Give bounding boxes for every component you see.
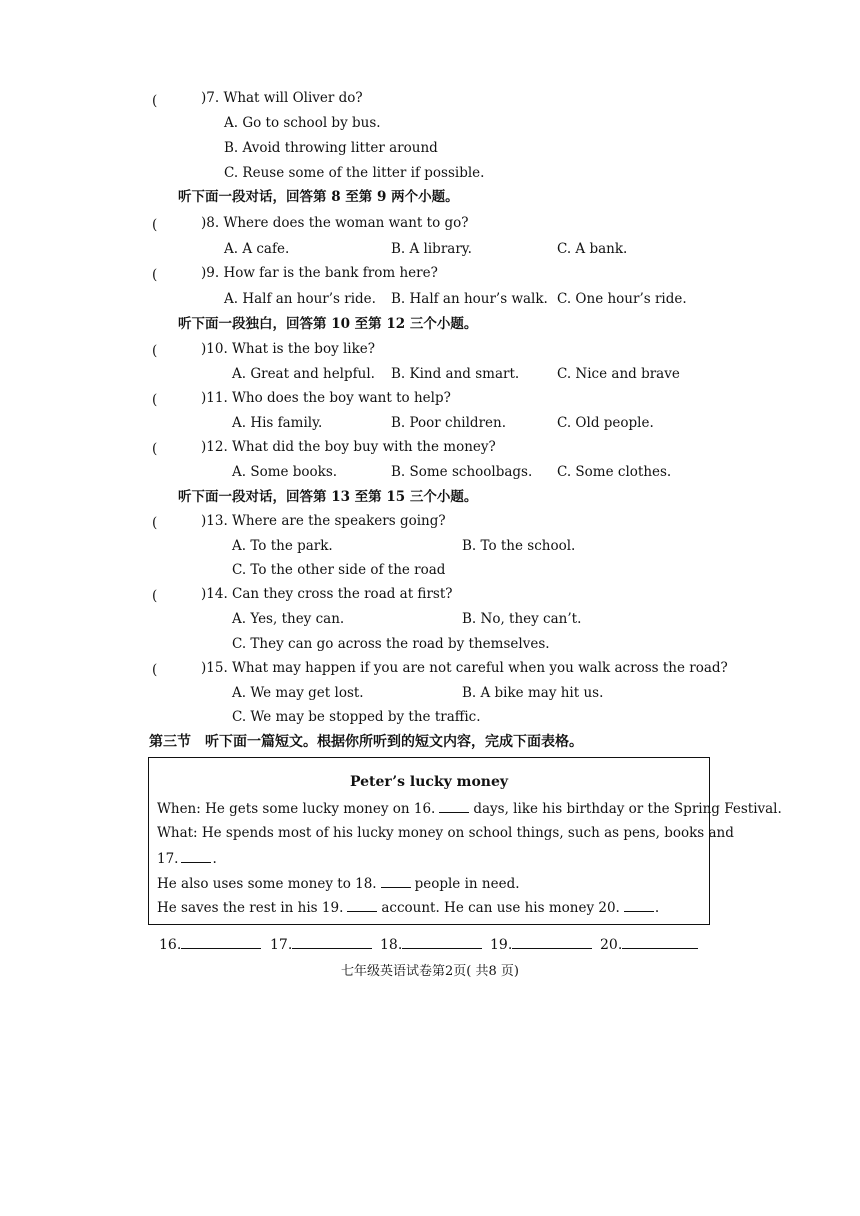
table-line-19-20: [157, 898, 659, 917]
table-line-17: [157, 849, 217, 868]
question-14-option-c: C. They can go across the road by themselves.: [232, 636, 550, 652]
answer-20-label: 20.: [600, 937, 623, 953]
question-7-option-a: A. Go to school by bus.: [224, 115, 381, 131]
table-line-20-period: .: [654, 900, 660, 916]
question-15-option-b: B. A bike may hit us.: [462, 685, 604, 701]
question-11-option-b: B. Poor children.: [391, 415, 507, 431]
answer-paren-9: (: [152, 267, 158, 283]
question-13-prompt: )13. Where are the speakers going?: [201, 513, 446, 529]
table-line-when-text-a: When: He gets some lucky money on 16.: [157, 801, 436, 817]
table-title: Peter’s lucky money: [349, 774, 509, 790]
table-line-when-text-b: days, like his birthday or the Spring Festival.: [473, 801, 782, 817]
question-11-option-c: C. Old people.: [557, 415, 654, 431]
answer-16-line[interactable]: [181, 935, 261, 949]
question-9-option-b: B. Half an hour’s walk.: [391, 291, 548, 307]
answer-18: [380, 935, 482, 953]
answer-20-line[interactable]: [622, 935, 698, 949]
answer-16: [159, 935, 261, 953]
table-line-19-text-a: He saves the rest in his 19.: [157, 900, 344, 916]
question-14-prompt: )14. Can they cross the road at first?: [201, 586, 453, 602]
answer-paren-13: (: [152, 515, 158, 531]
blank-16[interactable]: [439, 799, 469, 813]
question-15-option-c: C. We may be stopped by the traffic.: [232, 709, 481, 725]
answer-17: [270, 935, 372, 953]
question-15-prompt: )15. What may happen if you are not careful when you walk across the road?: [201, 660, 728, 676]
question-10-option-a: A. Great and helpful.: [232, 366, 375, 382]
question-7-option-b: B. Avoid throwing litter around: [224, 140, 438, 156]
question-12-prompt: )12. What did the boy buy with the money?: [201, 439, 496, 455]
answer-18-label: 18.: [380, 937, 403, 953]
answer-paren-15: (: [152, 662, 158, 678]
question-14-option-a: A. Yes, they can.: [232, 611, 345, 627]
question-10-option-b: B. Kind and smart.: [391, 366, 520, 382]
question-13-option-b: B. To the school.: [462, 538, 576, 554]
instruction-8-9: 听下面一段对话，回答第 8 至第 9 两个小题。: [178, 189, 459, 205]
table-line-what: What: He spends most of his lucky money on school things, such as pens, books and: [157, 825, 734, 841]
instruction-10-12: 听下面一段独白，回答第 10 至第 12 三个小题。: [178, 316, 478, 332]
answer-17-label: 17.: [270, 937, 293, 953]
question-8-prompt: )8. Where does the woman want to go?: [201, 215, 469, 231]
question-11-option-a: A. His family.: [232, 415, 323, 431]
answer-paren-14: (: [152, 588, 158, 604]
question-15-option-a: A. We may get lost.: [232, 685, 364, 701]
question-9-prompt: )9. How far is the bank from here?: [201, 265, 438, 281]
answer-17-line[interactable]: [292, 935, 372, 949]
question-8-option-b: B. A library.: [391, 241, 472, 257]
page-footer: 七年级英语试卷第2页( 共8 页): [341, 964, 519, 979]
table-line-17-period: .: [212, 851, 217, 867]
answer-paren-11: (: [152, 392, 158, 408]
question-9-option-c: C. One hour’s ride.: [557, 291, 687, 307]
answer-18-line[interactable]: [402, 935, 482, 949]
answer-19-label: 19.: [490, 937, 513, 953]
blank-20[interactable]: [624, 898, 654, 912]
question-8-option-c: C. A bank.: [557, 241, 628, 257]
answer-paren-12: (: [152, 441, 158, 457]
answer-paren-8: (: [152, 217, 158, 233]
question-12-option-b: B. Some schoolbags.: [391, 464, 533, 480]
question-7-prompt: )7. What will Oliver do?: [201, 90, 363, 106]
question-13-option-a: A. To the park.: [232, 538, 333, 554]
blank-17[interactable]: [181, 849, 211, 863]
answer-20: [600, 935, 698, 953]
question-12-option-c: C. Some clothes.: [557, 464, 672, 480]
table-line-18-text-b: people in need.: [414, 876, 520, 892]
blank-18[interactable]: [381, 874, 411, 888]
lucky-money-table: [148, 757, 782, 925]
question-13-option-c: C. To the other side of the road: [232, 562, 446, 578]
answer-19: [490, 935, 592, 953]
table-line-17-text: 17.: [157, 851, 179, 867]
section-3-title: 第三节 听下面一篇短文。根据你所听到的短文内容，完成下面表格。: [149, 734, 583, 750]
table-line-18-text-a: He also uses some money to 18.: [157, 876, 377, 892]
question-8-option-a: A. A cafe.: [224, 241, 290, 257]
question-12-option-a: A. Some books.: [232, 464, 338, 480]
instruction-13-15: 听下面一段对话，回答第 13 至第 15 三个小题。: [178, 489, 478, 505]
question-14-option-b: B. No, they can’t.: [462, 611, 582, 627]
answer-paren-10: (: [152, 343, 158, 359]
answer-19-line[interactable]: [512, 935, 592, 949]
blank-19[interactable]: [347, 898, 377, 912]
question-10-option-c: C. Nice and brave: [557, 366, 680, 382]
question-11-prompt: )11. Who does the boy want to help?: [201, 390, 451, 406]
question-7-option-c: C. Reuse some of the litter if possible.: [224, 165, 485, 181]
answer-16-label: 16.: [159, 937, 182, 953]
table-line-when: [157, 799, 782, 818]
table-line-18: [157, 874, 520, 893]
question-10-prompt: )10. What is the boy like?: [201, 341, 376, 357]
answer-paren-7: (: [152, 93, 158, 109]
question-9-option-a: A. Half an hour’s ride.: [224, 291, 376, 307]
table-line-19-text-b: account. He can use his money 20.: [381, 900, 620, 916]
